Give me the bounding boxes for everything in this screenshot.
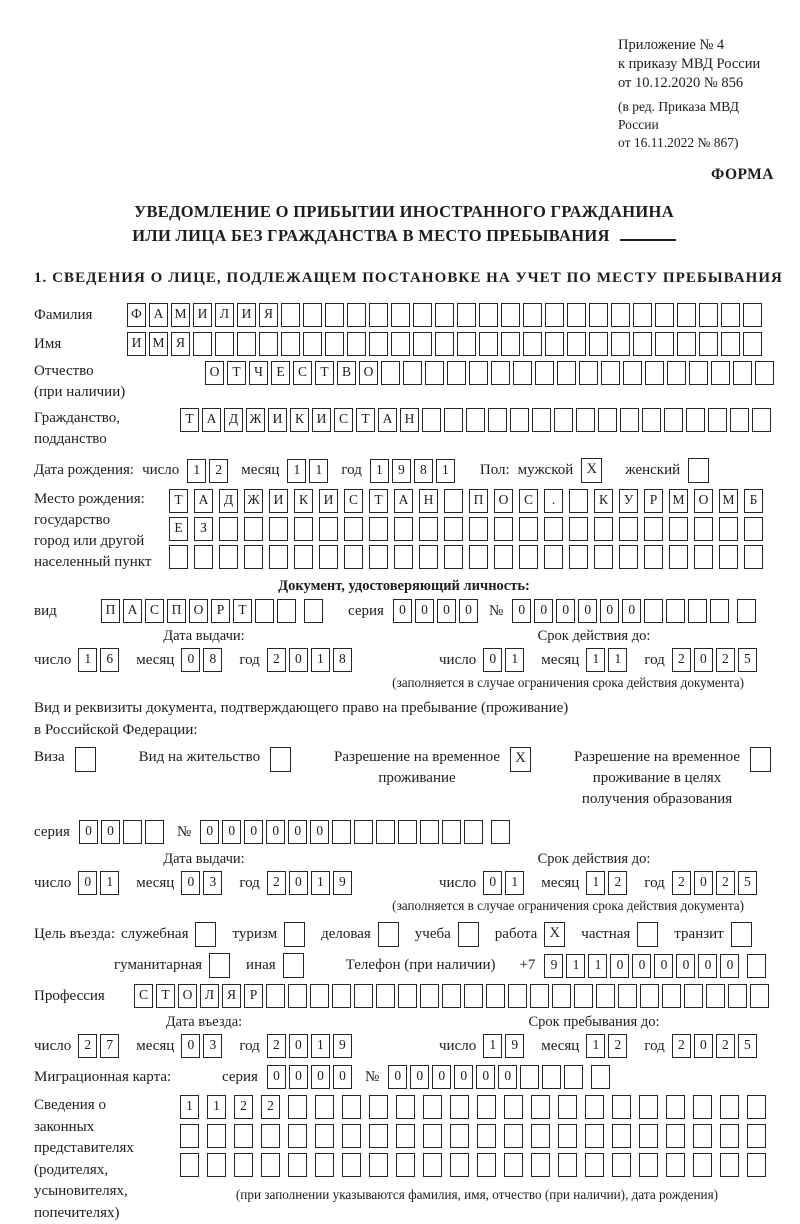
purpose-work-label: работа bbox=[495, 926, 538, 943]
entry-day-input[interactable]: 2 7 bbox=[78, 1034, 122, 1058]
citizenship-row bbox=[34, 408, 774, 450]
birth-month-input[interactable]: 1 1 bbox=[287, 459, 331, 483]
gender-label: Пол: bbox=[480, 462, 510, 479]
option-temp-residence bbox=[334, 747, 534, 789]
birth-day-input[interactable]: 1 2 bbox=[187, 459, 231, 483]
identity-doc-heading: Документ, удостоверяющий личность: bbox=[34, 578, 774, 595]
doc-expiry-day-input[interactable]: 0 1 bbox=[483, 648, 527, 672]
purpose-private-label: частная bbox=[581, 926, 630, 943]
gender-male-checkbox[interactable]: X bbox=[581, 458, 602, 483]
identity-doc-dates bbox=[34, 627, 774, 672]
phone-input[interactable]: 9 1 1 0 0 0 0 0 0 bbox=[544, 954, 769, 978]
form-title-line1: УВЕДОМЛЕНИЕ О ПРИБЫТИИ ИНОСТРАННОГО ГРАЖДАНИНА bbox=[34, 200, 774, 224]
representatives-label-line6: попечителях) bbox=[34, 1203, 180, 1224]
migration-series-label: серия bbox=[222, 1069, 258, 1086]
patronymic-label-note: (при наличии) bbox=[34, 382, 205, 403]
representatives-block bbox=[34, 1095, 774, 1224]
representatives-input-3[interactable] bbox=[180, 1153, 774, 1177]
representatives-label-line2: законных bbox=[34, 1117, 180, 1139]
patronymic-label: Отчество bbox=[34, 361, 205, 382]
residence-series-input[interactable]: 0 0 bbox=[79, 820, 167, 844]
birth-place-label: Место рождения: bbox=[34, 489, 169, 510]
citizenship-label2: подданство bbox=[34, 429, 180, 450]
month-label: месяц bbox=[541, 652, 579, 669]
surname-row bbox=[34, 303, 774, 327]
residence-doc-dates bbox=[34, 850, 774, 895]
migration-card-row bbox=[34, 1065, 774, 1089]
month-label: месяц bbox=[136, 875, 174, 892]
residence-issue-heading: Дата выдачи: bbox=[34, 850, 374, 869]
purpose-business bbox=[321, 922, 402, 947]
patronymic-input[interactable]: О Т Ч Е С Т В О bbox=[205, 361, 777, 385]
temp-residence-edu-line1: Разрешение на временное bbox=[574, 747, 740, 768]
representatives-note: (при заполнении указываются фамилия, имя, отчество (при наличии), дата рождения) bbox=[180, 1187, 774, 1203]
day-label: число bbox=[142, 462, 179, 479]
doc-number-input[interactable]: 0 0 0 0 0 0 bbox=[512, 599, 759, 623]
gender-female-label: женский bbox=[625, 462, 680, 479]
residence-issue-year-input[interactable]: 2 0 1 9 bbox=[267, 871, 355, 895]
surname-label: Фамилия bbox=[34, 303, 127, 327]
visa-checkbox[interactable] bbox=[75, 747, 96, 772]
purpose-business-label: деловая bbox=[321, 926, 371, 943]
representatives-input-1[interactable]: 1 1 2 2 bbox=[180, 1095, 774, 1119]
stay-year-input[interactable]: 2 0 2 5 bbox=[672, 1034, 760, 1058]
year-label: год bbox=[644, 875, 664, 892]
day-label: число bbox=[34, 1038, 71, 1055]
option-visa bbox=[34, 747, 99, 772]
month-label: месяц bbox=[541, 1038, 579, 1055]
doc-issue-year-input[interactable]: 2 0 1 8 bbox=[267, 648, 355, 672]
edition-line: (в ред. Приказа МВД России bbox=[618, 98, 774, 134]
given-name-row bbox=[34, 332, 774, 356]
purpose-humanitarian bbox=[114, 953, 233, 978]
surname-input[interactable]: Ф А М И Л И Я bbox=[127, 303, 765, 327]
residence-intro-line2: в Российской Федерации: bbox=[34, 719, 774, 741]
birth-place-input-3[interactable] bbox=[169, 545, 769, 569]
purpose-official-checkbox[interactable] bbox=[195, 922, 216, 947]
appendix-line: Приложение № 4 bbox=[618, 36, 774, 55]
purpose-tourism-label: туризм bbox=[232, 926, 277, 943]
year-label: год bbox=[239, 875, 259, 892]
phone-label: Телефон (при наличии) bbox=[346, 957, 496, 974]
patronymic-row bbox=[34, 361, 774, 403]
temp-residence-checkbox[interactable]: X bbox=[510, 747, 531, 772]
edition-line: от 16.11.2022 № 867) bbox=[618, 134, 774, 152]
temp-residence-edu-line2: проживание в целях bbox=[574, 768, 740, 789]
temp-residence-edu-checkbox[interactable] bbox=[750, 747, 771, 772]
purpose-humanitarian-label: гуманитарная bbox=[114, 957, 202, 974]
temp-residence-edu-line3: получения образования bbox=[574, 789, 740, 810]
doc-kind-input[interactable]: П А С П О Р Т bbox=[101, 599, 326, 623]
migration-number-input[interactable]: 0 0 0 0 0 0 bbox=[388, 1065, 613, 1089]
purpose-tourism bbox=[232, 922, 308, 947]
residence-expiry-day-input[interactable]: 0 1 bbox=[483, 871, 527, 895]
month-label: месяц bbox=[541, 875, 579, 892]
birth-place-block bbox=[34, 489, 774, 573]
day-label: число bbox=[34, 875, 71, 892]
doc-series-label: серия bbox=[348, 599, 384, 623]
entry-dates bbox=[34, 1013, 774, 1058]
form-label: ФОРМА bbox=[34, 166, 774, 184]
stay-day-input[interactable]: 1 9 bbox=[483, 1034, 527, 1058]
purpose-official bbox=[121, 922, 220, 947]
residence-number-label: № bbox=[177, 824, 191, 841]
gender-male-label: мужской bbox=[518, 462, 574, 479]
option-residence-permit bbox=[139, 747, 294, 772]
entry-purpose-label: Цель въезда: bbox=[34, 926, 115, 943]
purpose-official-label: служебная bbox=[121, 926, 189, 943]
purpose-private bbox=[581, 922, 661, 947]
issue-date-heading: Дата выдачи: bbox=[34, 627, 374, 646]
purpose-transit bbox=[674, 922, 754, 947]
given-name-input[interactable]: И М Я bbox=[127, 332, 765, 356]
expiry-note: (заполняется в случае ограничения срока действия документа) bbox=[34, 675, 744, 691]
representatives-label-line3: представителях bbox=[34, 1138, 180, 1160]
stay-month-input[interactable]: 1 2 bbox=[586, 1034, 630, 1058]
residence-permit-checkbox[interactable] bbox=[270, 747, 291, 772]
representatives-label-line1: Сведения о bbox=[34, 1095, 180, 1117]
month-label: месяц bbox=[241, 462, 279, 479]
purpose-study bbox=[415, 922, 482, 947]
year-label: год bbox=[644, 1038, 664, 1055]
birth-date-row bbox=[34, 458, 774, 483]
residence-expiry-heading: Срок действия до: bbox=[439, 850, 749, 869]
day-label: число bbox=[439, 875, 476, 892]
option-temp-residence-education bbox=[574, 747, 774, 810]
doc-expiry-month-input[interactable]: 1 1 bbox=[586, 648, 630, 672]
residence-series-label: серия bbox=[34, 824, 70, 841]
purpose-study-checkbox[interactable] bbox=[458, 922, 479, 947]
month-label: месяц bbox=[136, 1038, 174, 1055]
doc-kind-label: вид bbox=[34, 599, 101, 623]
residence-permit-options bbox=[34, 747, 774, 810]
profession-row bbox=[34, 984, 774, 1008]
migration-number-label: № bbox=[365, 1069, 379, 1086]
birth-date-label: Дата рождения: bbox=[34, 462, 134, 479]
entry-purpose-row2 bbox=[34, 953, 774, 978]
birth-place-label-state: государство bbox=[34, 510, 169, 531]
purpose-work-checkbox[interactable]: X bbox=[544, 922, 565, 947]
year-label: год bbox=[644, 652, 664, 669]
doc-series-input[interactable]: 0 0 0 0 bbox=[393, 599, 481, 623]
residence-expiry-month-input[interactable]: 1 2 bbox=[586, 871, 630, 895]
residence-permit-label: Вид на жительство bbox=[139, 747, 260, 768]
residence-intro-line1: Вид и реквизиты документа, подтверждающего право на пребывание (проживание) bbox=[34, 697, 774, 719]
purpose-other-checkbox[interactable] bbox=[283, 953, 304, 978]
migration-series-input[interactable]: 0 0 0 0 bbox=[267, 1065, 355, 1089]
purpose-private-checkbox[interactable] bbox=[637, 922, 658, 947]
appendix-reference bbox=[618, 36, 774, 93]
birth-place-label-city1: город или другой bbox=[34, 531, 169, 552]
purpose-work bbox=[495, 922, 569, 947]
doc-issue-month-input[interactable]: 0 8 bbox=[181, 648, 225, 672]
purpose-humanitarian-checkbox[interactable] bbox=[209, 953, 230, 978]
phone-prefix: +7 bbox=[519, 957, 535, 974]
citizenship-label: Гражданство, bbox=[34, 408, 180, 429]
residence-series-row bbox=[34, 820, 774, 844]
birth-place-label-city2: населенный пункт bbox=[34, 552, 169, 573]
temp-residence-label-line2: проживание bbox=[334, 768, 500, 789]
purpose-other bbox=[246, 953, 307, 978]
residence-issue-day-input[interactable]: 0 1 bbox=[78, 871, 122, 895]
migration-card-label: Миграционная карта: bbox=[34, 1069, 222, 1086]
given-name-label: Имя bbox=[34, 332, 127, 356]
day-label: число bbox=[34, 652, 71, 669]
doc-issue-day-input[interactable]: 1 6 bbox=[78, 648, 122, 672]
entry-purpose-row bbox=[34, 922, 774, 947]
purpose-other-label: иная bbox=[246, 957, 276, 974]
purpose-transit-checkbox[interactable] bbox=[731, 922, 752, 947]
profession-label: Профессия bbox=[34, 984, 134, 1008]
entry-date-heading: Дата въезда: bbox=[34, 1013, 374, 1032]
appendix-line: к приказу МВД России bbox=[618, 55, 774, 74]
representatives-label-line4: (родителях, bbox=[34, 1160, 180, 1182]
section1-heading: 1. СВЕДЕНИЯ О ЛИЦЕ, ПОДЛЕЖАЩЕМ ПОСТАНОВКЕ НА УЧЕТ ПО МЕСТУ ПРЕБЫВАНИЯ bbox=[34, 270, 774, 287]
purpose-business-checkbox[interactable] bbox=[378, 922, 399, 947]
form-title bbox=[34, 200, 774, 248]
birth-place-input-2[interactable]: Е З bbox=[169, 517, 769, 541]
birth-place-input-1[interactable]: Т А Д Ж И К И С Т А Н П О С . К У Р М О М Б bbox=[169, 489, 769, 513]
blank-underline bbox=[620, 227, 676, 241]
purpose-tourism-checkbox[interactable] bbox=[284, 922, 305, 947]
residence-issue-month-input[interactable]: 0 3 bbox=[181, 871, 225, 895]
residence-number-input[interactable]: 0 0 0 0 0 0 bbox=[200, 820, 513, 844]
profession-input[interactable]: С Т О Л Я Р bbox=[134, 984, 772, 1008]
expiry-date-heading: Срок действия до: bbox=[439, 627, 749, 646]
representatives-label-line5: усыновителях, bbox=[34, 1181, 180, 1203]
purpose-transit-label: транзит bbox=[674, 926, 723, 943]
birth-year-input[interactable]: 1 9 8 1 bbox=[370, 459, 458, 483]
year-label: год bbox=[239, 1038, 259, 1055]
entry-year-input[interactable]: 2 0 1 9 bbox=[267, 1034, 355, 1058]
form-title-line2: ИЛИ ЛИЦА БЕЗ ГРАЖДАНСТВА В МЕСТО ПРЕБЫВАНИЯ bbox=[34, 224, 774, 248]
purpose-study-label: учеба bbox=[415, 926, 451, 943]
temp-residence-label-line1: Разрешение на временное bbox=[334, 747, 500, 768]
representatives-input-2[interactable] bbox=[180, 1124, 774, 1148]
year-label: год bbox=[341, 462, 361, 479]
appendix-line: от 10.12.2020 № 856 bbox=[618, 74, 774, 93]
doc-number-label: № bbox=[489, 599, 503, 623]
day-label: число bbox=[439, 652, 476, 669]
citizenship-input[interactable]: Т А Д Ж И К И С Т А Н bbox=[180, 408, 774, 432]
doc-expiry-year-input[interactable]: 2 0 2 5 bbox=[672, 648, 760, 672]
residence-doc-intro bbox=[34, 697, 774, 741]
day-label: число bbox=[439, 1038, 476, 1055]
stay-until-heading: Срок пребывания до: bbox=[439, 1013, 749, 1032]
month-label: месяц bbox=[136, 652, 174, 669]
visa-label: Виза bbox=[34, 747, 65, 768]
year-label: год bbox=[239, 652, 259, 669]
residence-expiry-year-input[interactable]: 2 0 2 5 bbox=[672, 871, 760, 895]
gender-female-checkbox[interactable] bbox=[688, 458, 709, 483]
identity-doc-row bbox=[34, 599, 774, 623]
residence-expiry-note: (заполняется в случае ограничения срока действия документа) bbox=[34, 898, 744, 914]
entry-month-input[interactable]: 0 3 bbox=[181, 1034, 225, 1058]
edition-reference bbox=[618, 98, 774, 152]
